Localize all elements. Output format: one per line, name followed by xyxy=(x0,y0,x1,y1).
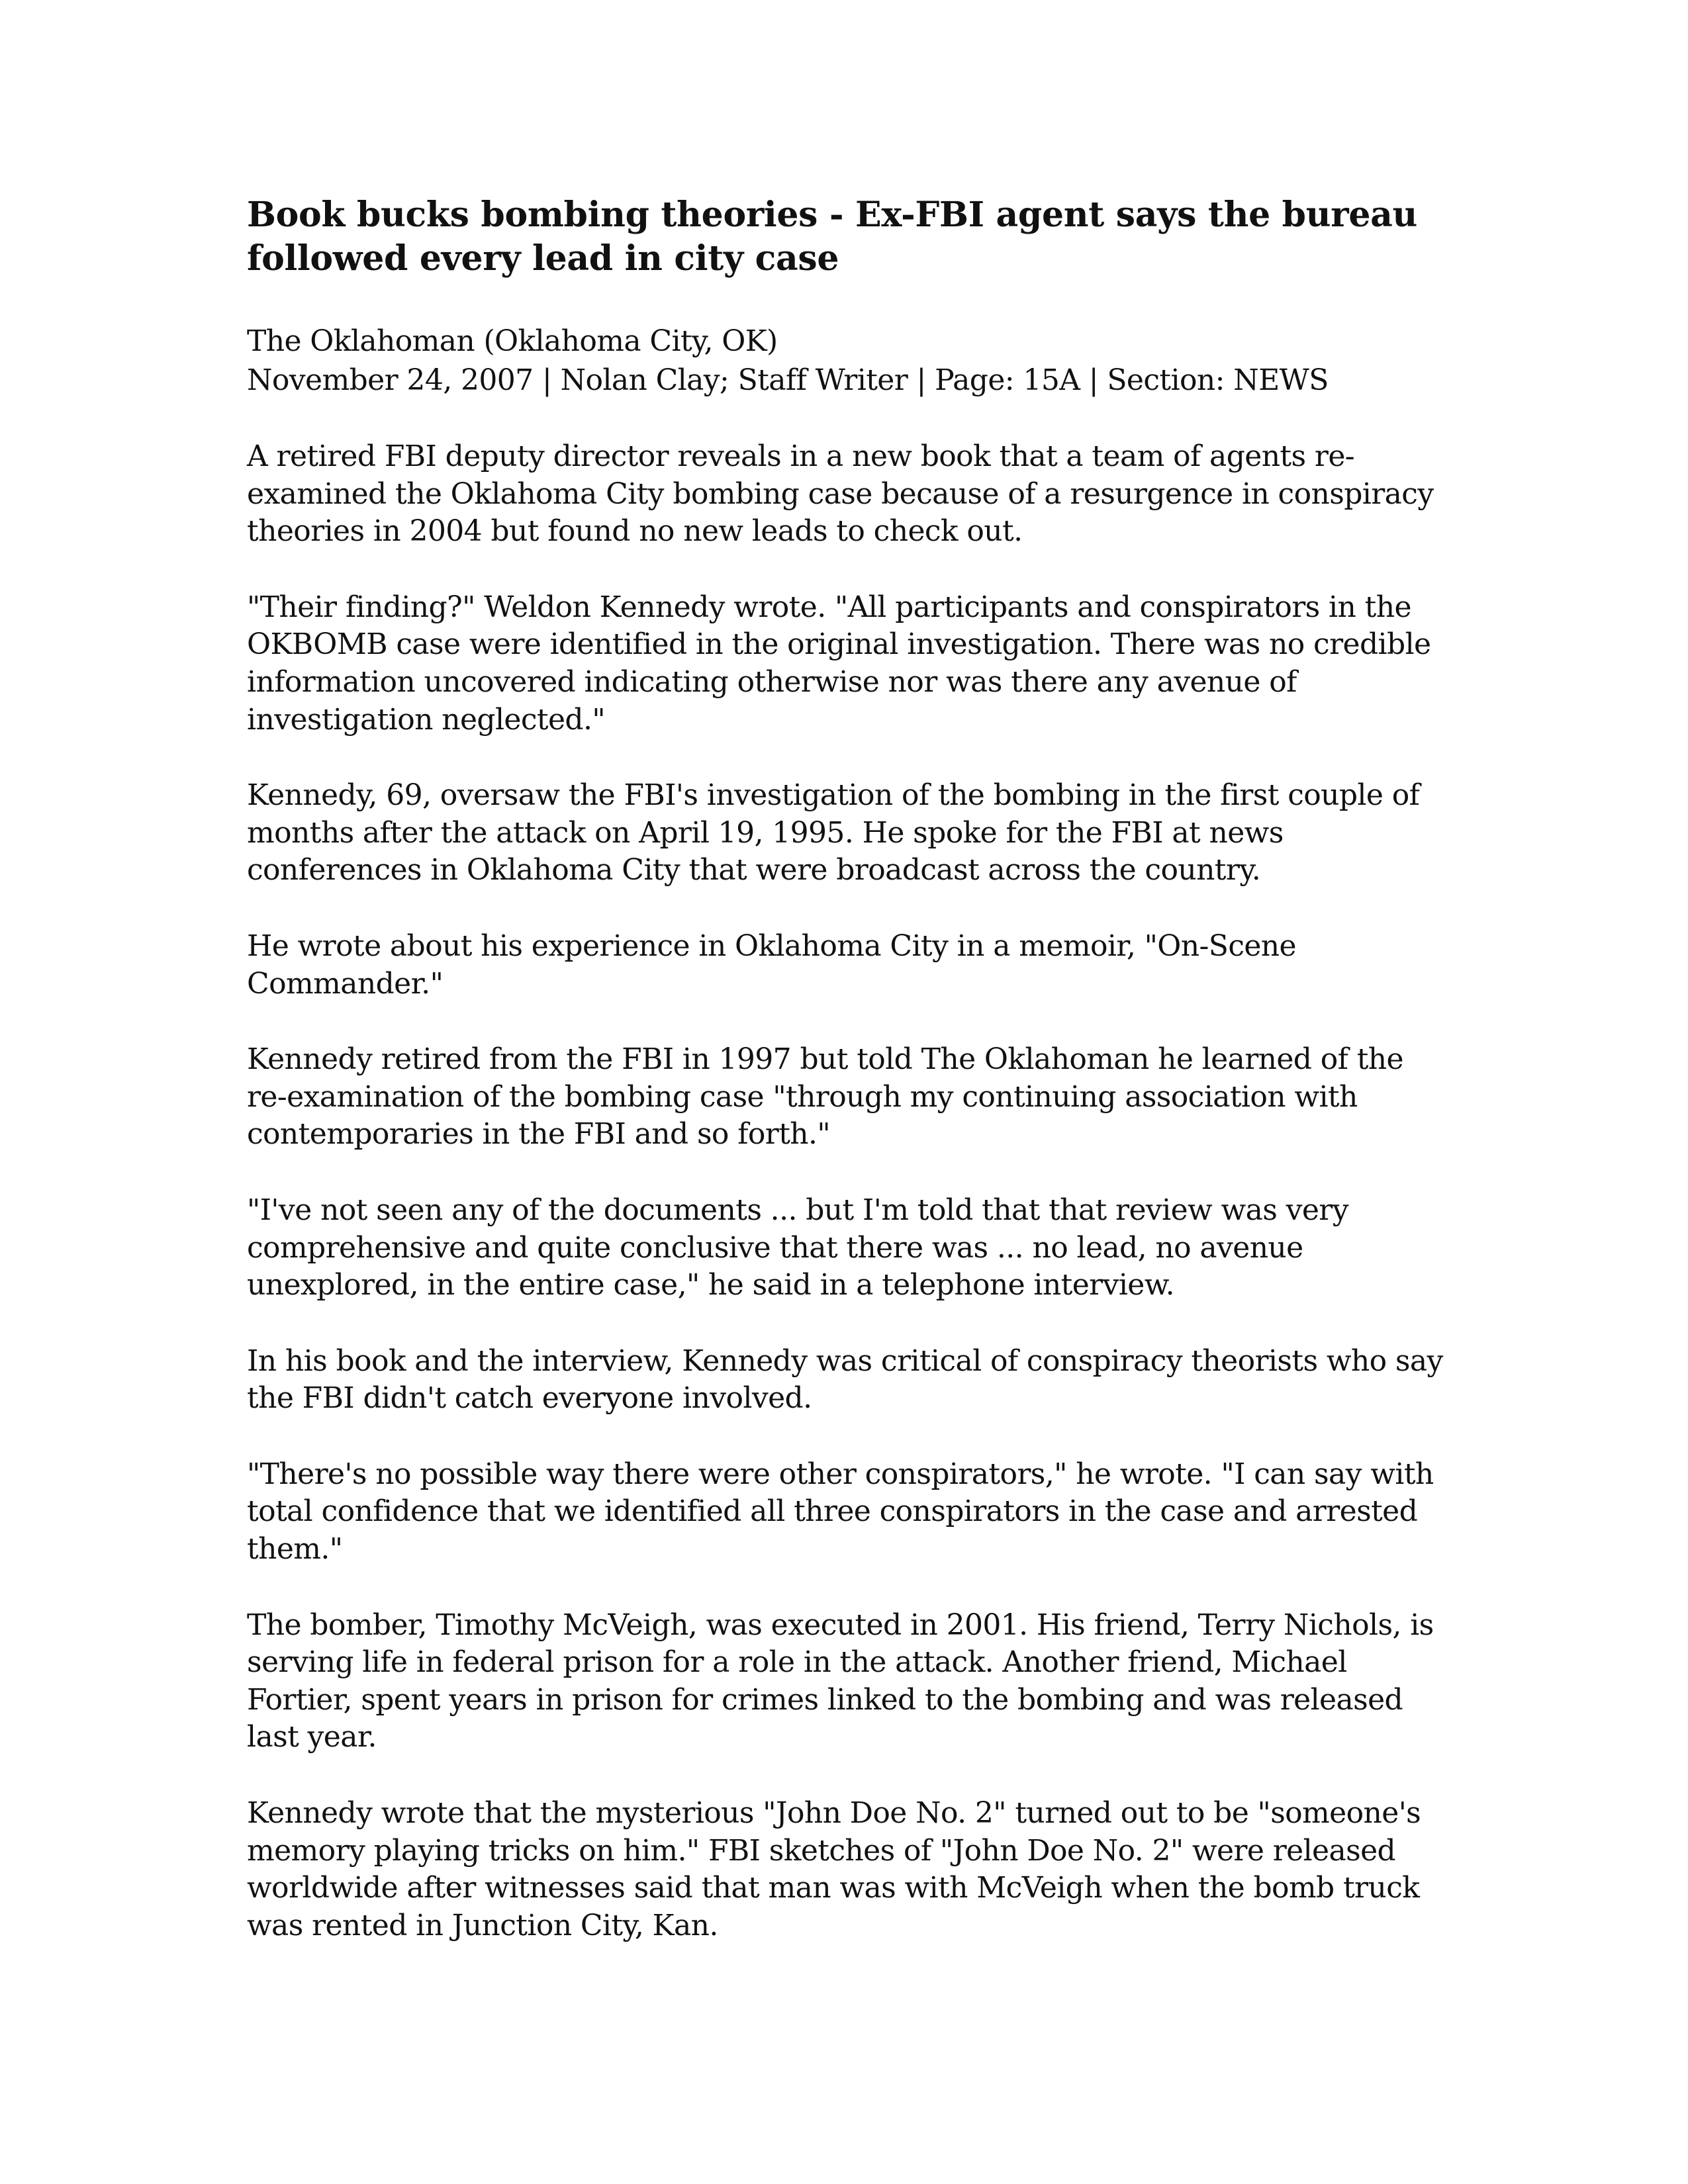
article-paragraph: In his book and the interview, Kennedy was critical of conspiracy theorists who say the FBI didn't catch everyone involved. xyxy=(247,1343,1443,1416)
article-paragraph: The bomber, Timothy McVeigh, was executed in 2001. His friend, Terry Nichols, is serving life in federal prison for a role in the attack. Another friend, Michael Fortier, spent years in prison for crimes linked to the bombing and was released last year. xyxy=(247,1608,1434,1754)
article-meta xyxy=(247,322,1452,400)
article-source: The Oklahoman (Oklahoma City, OK) xyxy=(247,324,778,358)
article-paragraph: Kennedy retired from the FBI in 1997 but told The Oklahoman he learned of the re-examination of the bombing case "through my continuing association with contemporaries in the FBI and so forth." xyxy=(247,1042,1403,1152)
article xyxy=(247,193,1452,1944)
article-paragraph: Kennedy, 69, oversaw the FBI's investigation of the bombing in the first couple of months after the attack on April 19, 1995. He spoke for the FBI at news conferences in Oklahoma City that were broadcast across the country. xyxy=(247,778,1420,887)
article-headline: Book bucks bombing theories - Ex-FBI agent says the bureau followed every lead in city case xyxy=(247,195,1418,279)
article-body xyxy=(247,438,1452,1944)
article-paragraph: He wrote about his experience in Oklahoma City in a memoir, "On-Scene Commander." xyxy=(247,929,1296,1001)
article-paragraph: Kennedy wrote that the mysterious "John Doe No. 2" turned out to be "someone's memory playing tricks on him." FBI sketches of "John Doe No. 2" were released worldwide after witnesses said that man was with McVeigh when the bomb truck was rented in Junction City, Kan. xyxy=(247,1796,1421,1942)
article-paragraph: "I've not seen any of the documents ... but I'm told that that review was very comprehensive and quite conclusive that there was ... no lead, no avenue unexplored, in the entire case," he said in a telephone interview. xyxy=(247,1193,1348,1302)
article-paragraph: A retired FBI deputy director reveals in a new book that a team of agents re-examined the Oklahoma City bombing case because of a resurgence in conspiracy theories in 2004 but found no new leads to check out. xyxy=(247,439,1434,549)
article-paragraph: "Their finding?" Weldon Kennedy wrote. "All participants and conspirators in the OKBOMB case were identified in the original investigation. There was no credible information uncovered indicating otherwise nor was there any avenue of investigation neglected." xyxy=(247,590,1431,737)
article-paragraph: "There's no possible way there were other conspirators," he wrote. "I can say with total confidence that we identified all three conspirators in the case and arrested them." xyxy=(247,1457,1434,1567)
article-byline: November 24, 2007 | Nolan Clay; Staff Writer | Page: 15A | Section: NEWS xyxy=(247,363,1329,397)
